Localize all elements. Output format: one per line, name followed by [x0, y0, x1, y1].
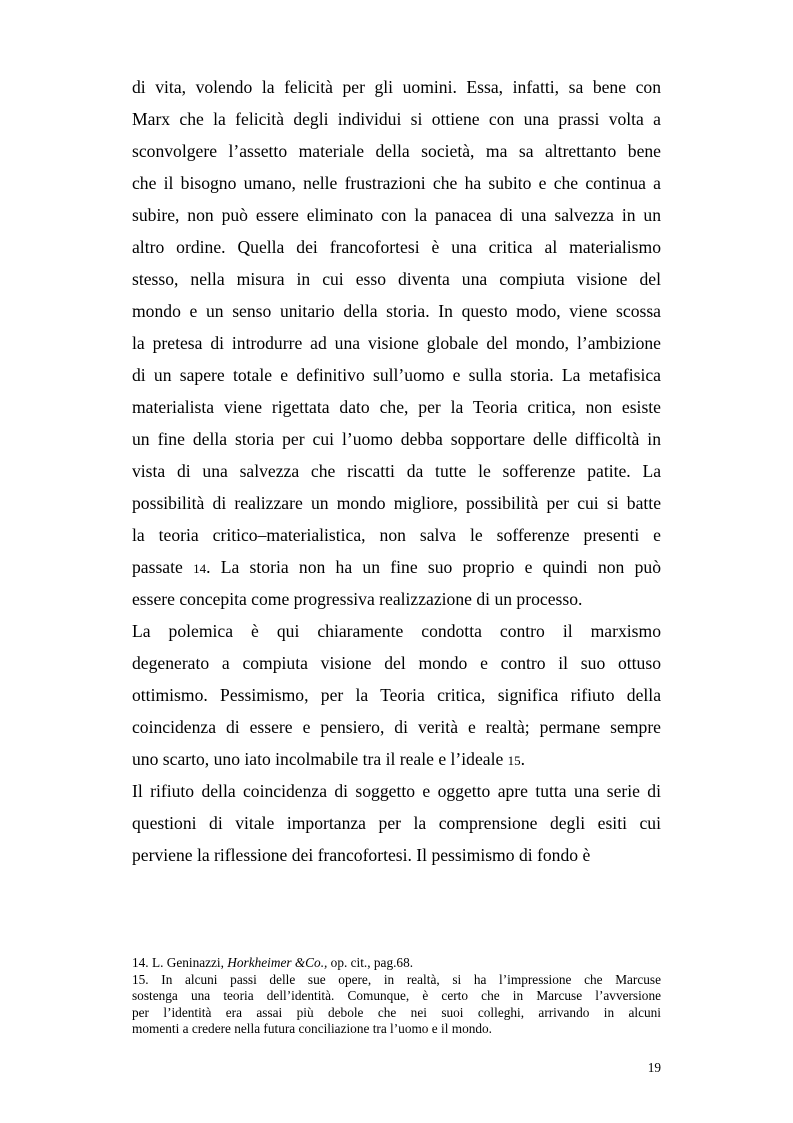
body-line: altro ordine. Quella dei francofortesi è una critica al materialismo: [132, 237, 661, 257]
body-text-segment: uno scarto, uno iato incolmabile tra il reale e l’ideale: [132, 749, 508, 769]
body-line: La polemica è qui chiaramente condotta contro il marxismo: [132, 621, 661, 641]
body-line: [132, 743, 661, 775]
body-line: materialista viene rigettata dato che, per la Teoria critica, non esiste: [132, 397, 661, 417]
body-line: ottimismo. Pessimismo, per la Teoria critica, significa rifiuto della: [132, 685, 661, 705]
footnote-15-line: sostenga una teoria dell’identità. Comunque, è certo che in Marcuse l’avversione: [132, 988, 661, 1003]
body-line: un fine della storia per cui l’uomo debba sopportare delle difficoltà in: [132, 429, 661, 449]
body-line: questioni di vitale importanza per la comprensione degli esiti cui: [132, 813, 661, 833]
body-text-segment: .: [520, 749, 526, 769]
body-line: possibilità di realizzare un mondo migliore, possibilità per cui si batte: [132, 493, 661, 513]
page-number: 19: [647, 1060, 661, 1075]
body-line: Il rifiuto della coincidenza di soggetto e oggetto apre tutta una serie di: [132, 781, 661, 801]
body-line: stesso, nella misura in cui esso diventa una compiuta visione del: [132, 269, 661, 289]
footnote-reference: 15: [507, 753, 521, 768]
body-text: [132, 71, 661, 871]
footnote-reference: 14: [193, 561, 207, 576]
footnote-15-line: momenti a credere nella futura conciliazione tra l’uomo e il mondo.: [132, 1021, 492, 1036]
footnote-15-line: per l’identità era assai più debole che nei suoi colleghi, arrivando in alcuni: [132, 1004, 661, 1020]
body-line: subire, non può essere eliminato con la panacea di una salvezza in un: [132, 205, 661, 225]
footnote-text: op. cit., pag.68.: [327, 955, 414, 970]
body-line: essere concepita come progressiva realizzazione di un processo.: [132, 589, 583, 609]
body-line: degenerato a compiuta visione del mondo e contro il suo ottuso: [132, 653, 661, 673]
footnote-15-line: 15. In alcuni passi delle sue opere, in realtà, si ha l’impressione che Marcuse: [132, 971, 661, 987]
body-line: Marx che la felicità degli individui si ottiene con una prassi volta a: [132, 109, 661, 129]
body-line: la teoria critico–materialistica, non salva le sofferenze presenti e: [132, 525, 661, 545]
footnote-14: [132, 955, 661, 972]
body-line: perviene la riflessione dei francofortesi. Il pessimismo di fondo è: [132, 845, 591, 865]
body-line: coincidenza di essere e pensiero, di verità e realtà; permane sempre: [132, 717, 661, 737]
body-line: vista di una salvezza che riscatti da tutte le sofferenze patite. La: [132, 461, 661, 481]
body-line: la pretesa di introdurre ad una visione globale del mondo, l’ambizione: [132, 333, 661, 353]
footnotes: [132, 955, 661, 1038]
body-line: [132, 551, 661, 583]
body-line: che il bisogno umano, nelle frustrazioni che ha subito e che continua a: [132, 173, 661, 193]
body-line: sconvolgere l’assetto materiale della società, ma sa altrettanto bene: [132, 141, 661, 161]
body-line: di vita, volendo la felicità per gli uomini. Essa, infatti, sa bene con: [132, 77, 661, 97]
body-text-segment: . La storia non ha un fine suo proprio e quindi non può: [206, 557, 661, 577]
footnote-cited-title: Horkheimer &Co.,: [227, 955, 328, 970]
body-line: mondo e un senso unitario della storia. In questo modo, viene scossa: [132, 301, 661, 321]
body-line: di un sapere totale e definitivo sull’uomo e sulla storia. La metafisica: [132, 365, 661, 385]
footnote-text: 14. L. Geninazzi,: [132, 955, 228, 970]
body-text-segment: passate: [132, 557, 194, 577]
